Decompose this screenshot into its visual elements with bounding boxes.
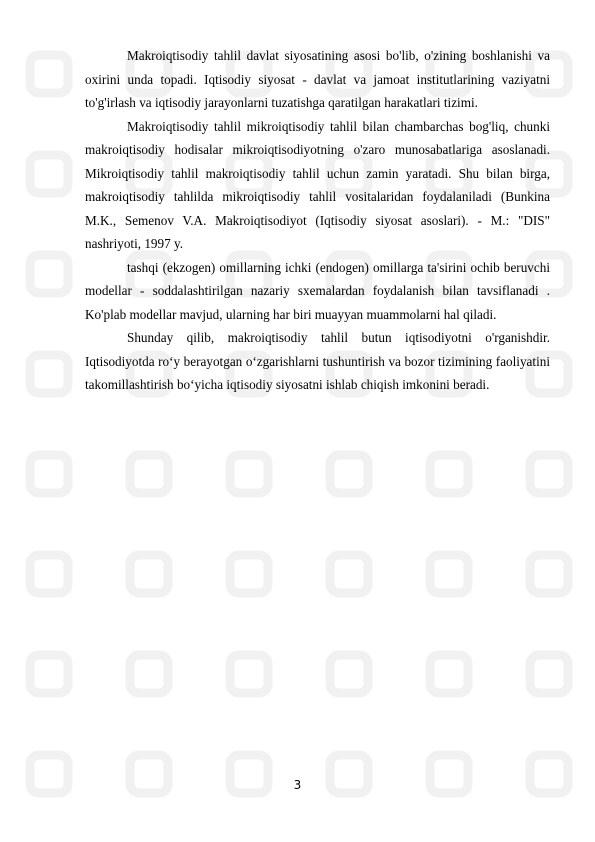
watermark-tile-12 bbox=[30, 255, 68, 293]
watermark-tile-37 bbox=[130, 655, 168, 693]
watermark-tile-29 bbox=[530, 455, 568, 493]
watermark-tile-31 bbox=[130, 555, 168, 593]
watermark-tile-38 bbox=[230, 655, 268, 693]
watermark-tile-18 bbox=[30, 355, 68, 393]
watermark-tile-25 bbox=[130, 455, 168, 493]
watermark-tile-32 bbox=[230, 555, 268, 593]
watermark-tile-24 bbox=[30, 455, 68, 493]
watermark-tile-41 bbox=[530, 655, 568, 693]
watermark-tile-35 bbox=[530, 555, 568, 593]
paragraph-1: Makroiqtisodiy tahlil davlat siyosatining asosi bo'lib, o'zining boshlanishi va oxirini unda topadi. Iqtisodiy siyosat - davlat va jamoat institutlarining vaziyatni to'g'irlash va iqtisodiy jarayonlarni tuzatishga qaratilgan harakatlari tizimi. bbox=[85, 48, 550, 110]
watermark-tile-26 bbox=[230, 455, 268, 493]
paragraph-4: Shunday qilib, makroiqtisodiy tahlil butun iqtisodiyotni o'rganishdir. Iqtisodiyotda ro‘y berayotgan o‘zgarishlarni tushuntirish va bozor tizimining faoliyatini takomillashtirish bo‘yicha iqtisodiy siyosatni ishlab chiqish imkonini beradi. bbox=[85, 330, 550, 392]
watermark-tile-27 bbox=[330, 455, 368, 493]
watermark-tile-36 bbox=[30, 655, 68, 693]
watermark-tile-40 bbox=[430, 655, 468, 693]
paragraph-2: Makroiqtisodiy tahlil mikroiqtisodiy tahlil bilan chambarchas bog'liq, chunki makroiqtisodiy hodisalar mikroiqtisodiyotning o'zaro munosabatlariga asoslanadi. Mikroiqtisodiy tahlil makroiqtisodiy tahlil uchun zamin yaratadi. Shu bilan birga, makroiqtisodiy tahlilda mikroiqtisodiy tahlil vositalaridan foydalaniladi (Bunkina M.K., Semenov V.A. Makroiqtisodiyot (Iqtisodiy siyosat asoslari). - M.: "DIS" nashriyoti, 1997 y. bbox=[85, 118, 550, 251]
watermark-tile-33 bbox=[330, 555, 368, 593]
watermark-tile-6 bbox=[30, 155, 68, 193]
watermark-tile-30 bbox=[30, 555, 68, 593]
document-body bbox=[85, 44, 550, 397]
watermark-tile-28 bbox=[430, 455, 468, 493]
paragraph-3: tashqi (ekzogen) omillarning ichki (endogen) omillarga ta'sirini ochib beruvchi modellar - soddalashtirilgan nazariy sxemalardan foydalanish bilan tavsiflanadi . Ko'plab modellar mavjud, ularning har biri muayyan muammolarni hal qiladi. bbox=[85, 259, 550, 322]
watermark-tile-0 bbox=[30, 55, 68, 93]
watermark-tile-39 bbox=[330, 655, 368, 693]
watermark-tile-34 bbox=[430, 555, 468, 593]
page-number: 3 bbox=[293, 778, 302, 792]
